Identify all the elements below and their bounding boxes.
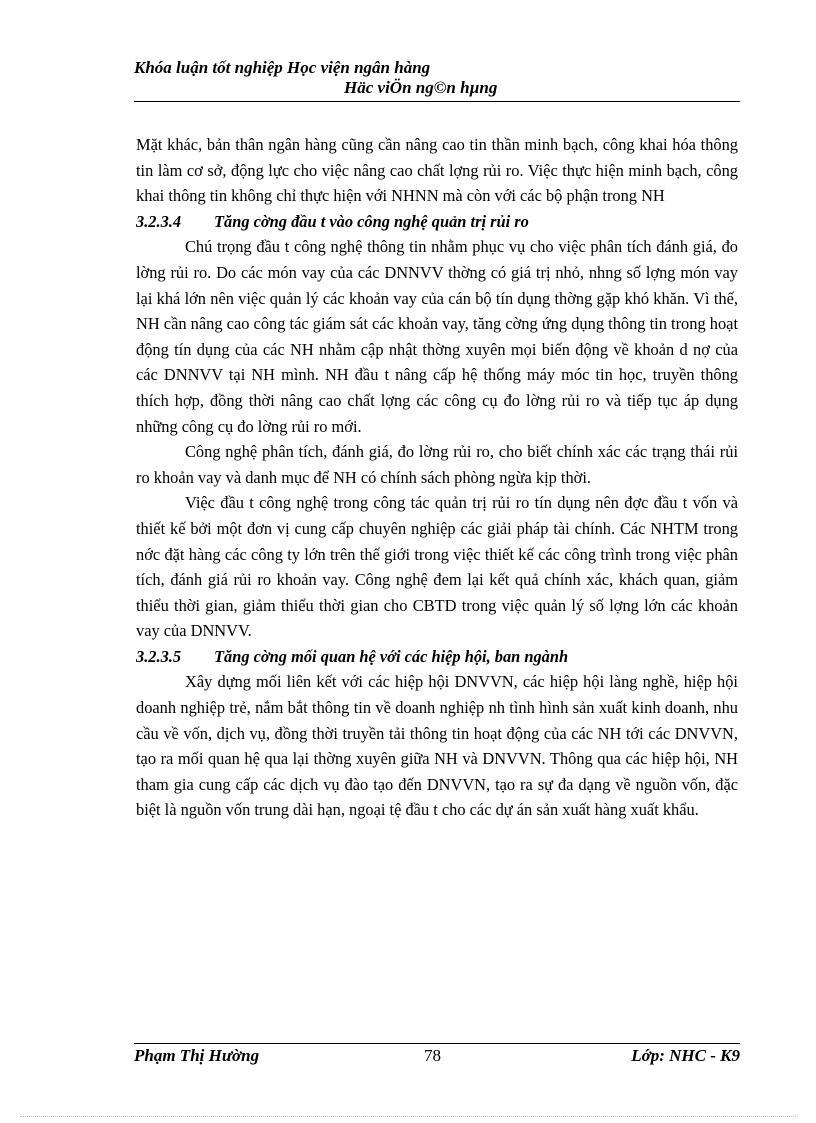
section-heading-3-2-3-5 [136,644,738,670]
header-divider [134,101,740,102]
paragraph-4: Việc đầu t công nghệ trong công tác quản trị rủi ro tín dụng nên đợc đầu t vốn và thiết kế bởi một đơn vị cung cấp chuyên nghiệp các giải pháp tài chính. Các NHTM trong nớc đặt hàng các công ty lớn trên thế giới trong việc thiết kế các công trình trong việc phân tích, đánh giá rủi ro khoản vay. Công nghệ đem lại kết quả chính xác, khách quan, giảm thiểu thời gian, giảm thiểu thời gian cho CBTD trong việc quản lý số lợng lớn các khoản vay của DNNVV. [136,493,738,641]
header-subtitle: Häc viÖn ng©n hµng [344,78,498,97]
section-heading-3-2-3-4 [136,209,738,235]
paragraph-1: Mặt khác, bản thân ngân hàng cũng cần nâng cao tin thần minh bạch, công khai hóa thông tin làm cơ sở, động lực cho việc nâng cao chất lợng rủi ro. Việc thực hiện minh bạch, công khai thông tin không chỉ thực hiện với NHNN mà còn với các bộ phận trong NH [136,135,738,206]
page-header [134,58,740,98]
page-number: 78 [424,1046,441,1065]
footer-author: Phạm Thị Hường [134,1046,260,1065]
paragraph-5: Xây dựng mối liên kết với các hiệp hội DNVVN, các hiệp hội làng nghề, hiệp hội doanh nghiệp trẻ, nắm bắt thông tin về doanh nghiệp nh tình hình sản xuất kinh doanh, nhu cầu về vốn, dịch vụ, đồng thời truyền tải thông tin hoạt động của các NH tới các DNVVN, tạo ra mối quan hệ qua lại thờng xuyên giữa NH và DNVVN. Thông qua các hiệp hội, NH tham gia cung cấp các dịch vụ đào tạo đến DNVVN, tạo ra sự đa dạng về nguồn vốn, đặc biệt là nguồn vốn trung dài hạn, ngoại tệ đầu t cho các dự án sản xuất hàng xuất khẩu. [136,672,738,820]
page-footer [134,1046,740,1068]
section-number: 3.2.3.5 [136,646,182,666]
document-body [136,132,738,823]
section-title: Tăng cờng mối quan hệ với các hiệp hội, ban ngành [214,646,569,666]
paragraph-3: Công nghệ phân tích, đánh giá, đo lờng rủi ro, cho biết chính xác các trạng thái rủi ro khoản vay và danh mục để NH có chính sách phòng ngừa kịp thời. [136,442,738,487]
header-title: Khóa luận tốt nghiệp Học viện ngân hàng [134,58,431,77]
paragraph-2: Chú trọng đầu t công nghệ thông tin nhằm phục vụ cho việc phân tích đánh giá, đo lờng rủi ro. Do các món vay của các DNNVV thờng có giá trị nhỏ, nhng số lợng món vay lại khá lớn nên việc quản lý các khoản vay của cán bộ tín dụng thờng gặp khó khăn. Vì thế, NH cần nâng cao công tác giám sát các khoản vay, tăng cờng ứng dụng thông tin trong hoạt động tín dụng của các NH nhằm cập nhật thờng xuyên mọi biến động về khoản d nợ của các DNNVV tại NH mình. NH đầu t nâng cấp hệ thống máy móc tin học, truyền thông thích hợp, đồng thời nâng cao chất lợng các công cụ đo lờng rủi ro và tiếp tục áp dụng những công cụ đo lờng rủi ro mới. [136,237,738,436]
section-title: Tăng cờng đầu t vào công nghệ quản trị rủi ro [214,211,529,231]
footer-class: Lớp: NHC - K9 [631,1046,740,1065]
page-bottom-dotted-line [20,1116,796,1117]
footer-divider [134,1043,740,1044]
section-number: 3.2.3.4 [136,211,182,231]
